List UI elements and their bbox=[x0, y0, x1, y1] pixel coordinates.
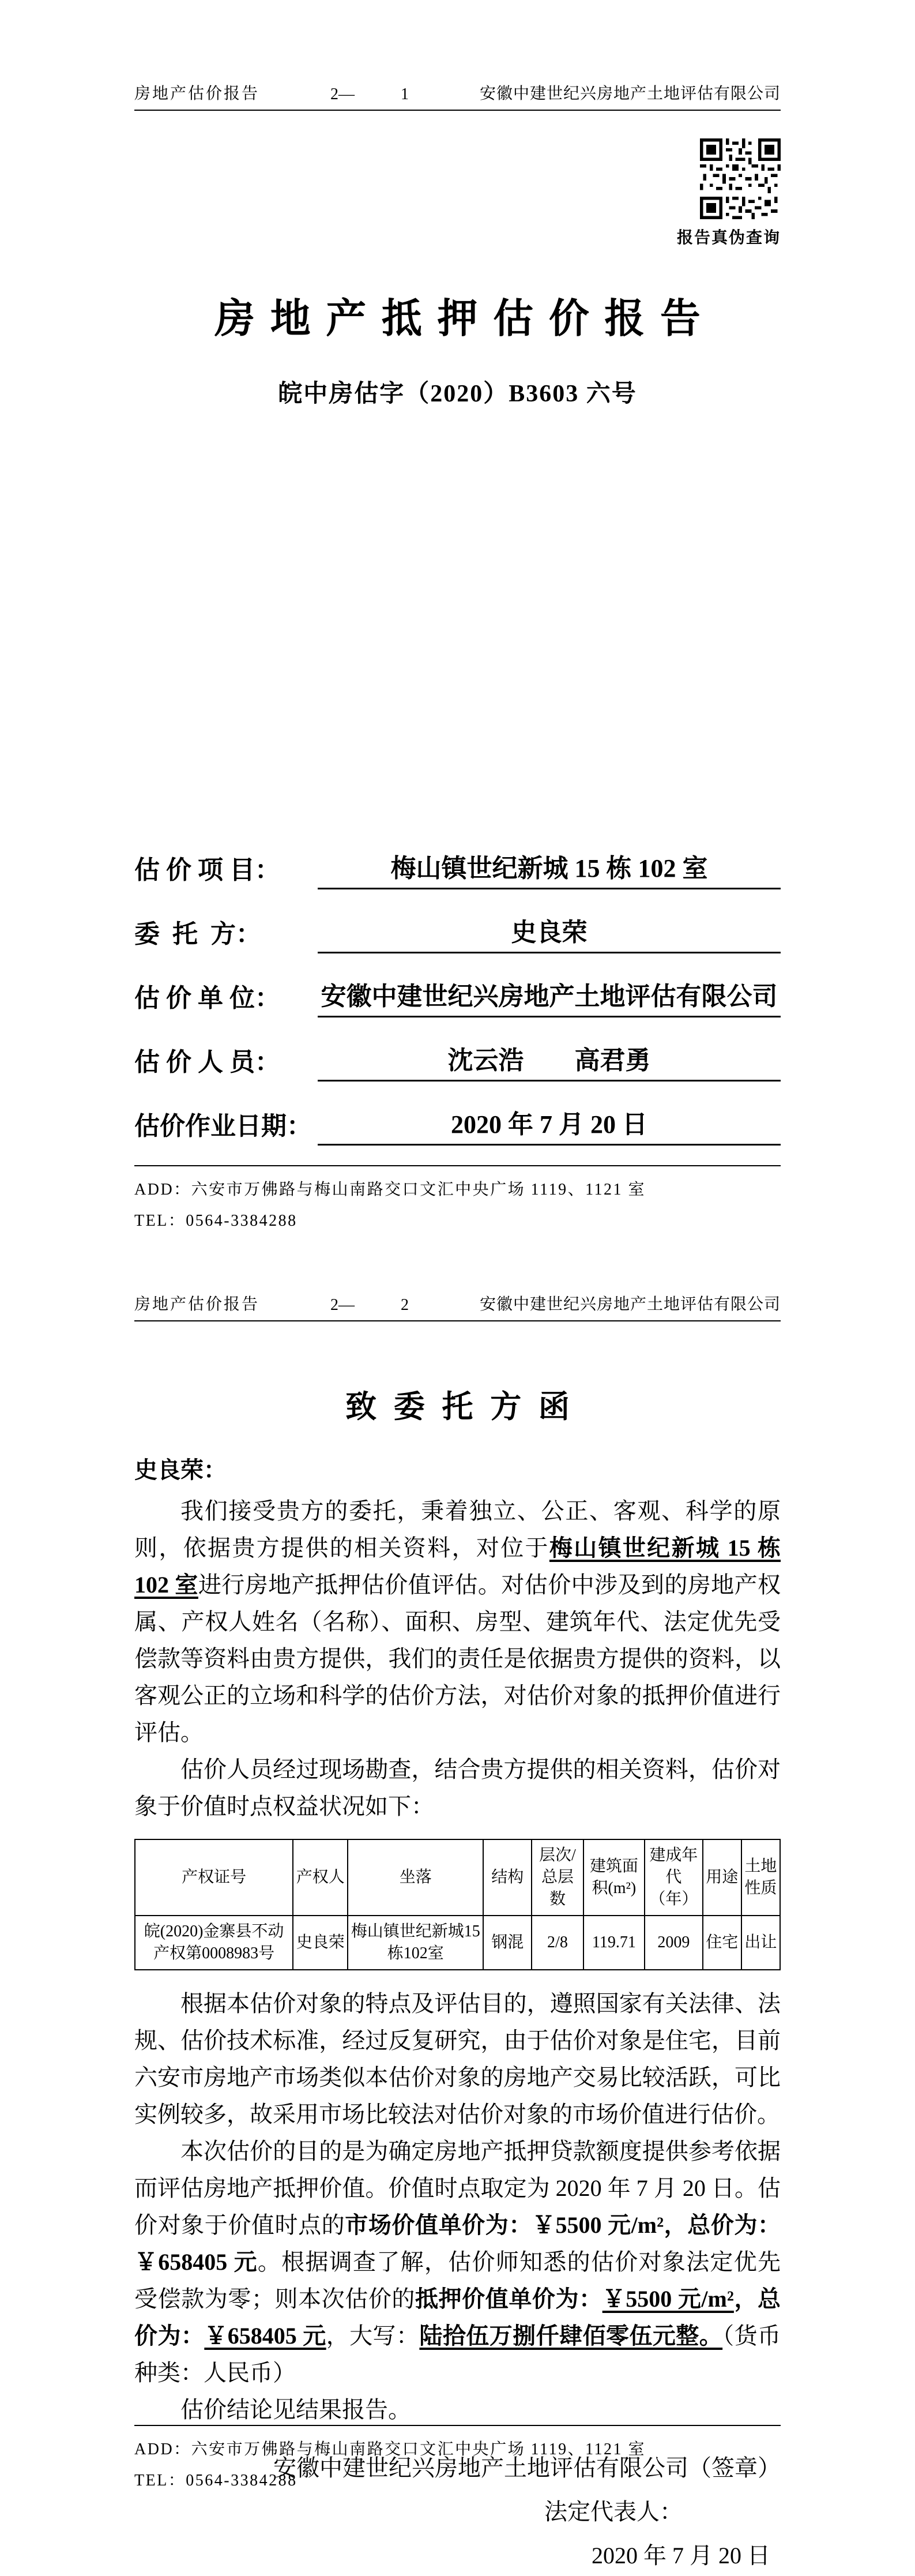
mortgage-unit-price: ￥5500 元/m² bbox=[602, 2286, 734, 2312]
field-staff-label: 估 价 人 员： bbox=[134, 1048, 280, 1076]
paragraph-method: 根据本估价对象的特点及评估目的，遵照国家有关法律、法规、估价技术标准，经过反复研究，由于估价对象是住宅，目前六安市房地产市场类似本估价对象的房地产交易比较活跃，可比实例较多，故采用市场比较法对估价对象的市场价值进行估价。 bbox=[134, 1991, 781, 2127]
table-header-owner: 产权人 bbox=[293, 1839, 348, 1916]
para4-purpose: 本次估价的目的是为确定房地产抵押贷款额度提供参考依据而评估房地产抵押价值。价值时点取定为 2020 年 7 月 20 日。估价对象于价值时点的 bbox=[134, 2138, 781, 2238]
paragraph-inspection: 估价人员经过现场勘查，结合贵方提供的相关资料，估价对象于价值时点权益状况如下： bbox=[134, 1756, 781, 1819]
table-header-floor: 层次/总层数 bbox=[532, 1839, 583, 1916]
mortgage-total-price: ￥658405 元 bbox=[204, 2323, 326, 2349]
signature-date: 2020 年 7 月 20 日 bbox=[592, 2543, 770, 2569]
letter-title: 致委托方函 bbox=[345, 1390, 587, 1424]
market-value-statement: 市场价值单价为：￥5500 元/m²，总价为：￥658405 元 bbox=[134, 2212, 781, 2275]
signature-company: 安徽中建世纪兴房地产土地评估有限公司（签章） bbox=[273, 2455, 781, 2481]
letter-to-client-page bbox=[0, 1260, 915, 2569]
field-project-value: 梅山镇世纪新城 15 栋 102 室 bbox=[318, 847, 781, 889]
para4-daxie-label: ，大写： bbox=[326, 2323, 420, 2349]
cell-year-built: 2009 bbox=[645, 1916, 703, 1970]
cell-land-nature: 出让 bbox=[741, 1916, 780, 1970]
table-header-use: 用途 bbox=[703, 1839, 741, 1916]
table-header-cert-no: 产权证号 bbox=[135, 1839, 293, 1916]
signature-legal-rep: 法定代表人： bbox=[544, 2499, 683, 2525]
field-staff-value: 沈云浩 高君勇 bbox=[318, 1039, 781, 1082]
header-page-number bbox=[330, 85, 409, 104]
salutation: 史良荣： bbox=[134, 1457, 227, 1483]
qr-caption: 报告真伪查询 bbox=[676, 229, 781, 247]
mortgage-unit-price-label: 抵押价值单价为： bbox=[415, 2286, 603, 2312]
field-client bbox=[134, 911, 781, 953]
report-cover-page bbox=[0, 0, 915, 1260]
paragraph-conclusion: 估价结论见结果报告。 bbox=[180, 2397, 411, 2423]
table-header-row bbox=[135, 1839, 780, 1916]
header-page-prefix: 2— bbox=[330, 85, 355, 103]
cover-fields bbox=[134, 847, 781, 1146]
footer-telephone: TEL：0564-3384288 bbox=[134, 2472, 298, 2489]
para1-pre: 我们接受贵方的委托，秉着独立、公正、客观、科学的原则，依据贵方提供的相关资料，对位于 bbox=[134, 1498, 781, 1561]
cell-floor: 2/8 bbox=[532, 1916, 583, 1970]
cell-owner: 史良荣 bbox=[293, 1916, 348, 1970]
para1-post: 进行房地产抵押估价值评估。对估价中涉及到的房地产权属、产权人姓名（名称）、面积、房型、建筑年代、法定优先受偿款等资料由贵方提供，我们的责任是依据贵方提供的资料，以客观公正的立场和科学的估价方法，对估价对象的抵押价值进行评估。 bbox=[134, 1572, 781, 1745]
footer-telephone: TEL：0564-3384288 bbox=[134, 1212, 298, 1230]
mortgage-total-label: ，总价为： bbox=[134, 2286, 781, 2349]
field-agency-value: 安徽中建世纪兴房地产土地评估有限公司 bbox=[318, 975, 781, 1017]
field-client-value: 史良荣 bbox=[318, 911, 781, 953]
report-document-number: 皖中房估字（2020）B3603 六号 bbox=[278, 381, 637, 407]
header-company: 安徽中建世纪兴房地产土地评估有限公司 bbox=[479, 85, 781, 103]
header-doc-type: 房地产估价报告 bbox=[134, 1295, 260, 1313]
table-header-structure: 结构 bbox=[483, 1839, 532, 1916]
field-project-label: 估 价 项 目： bbox=[134, 856, 280, 884]
currency-note: （货币种类：人民币） bbox=[134, 2323, 781, 2386]
field-date-value: 2020 年 7 月 20 日 bbox=[318, 1103, 781, 1146]
table-header-area: 建筑面积(m²) bbox=[583, 1839, 645, 1916]
page-footer bbox=[134, 1165, 781, 1237]
property-rights-table bbox=[134, 1839, 781, 1970]
page-footer bbox=[134, 2425, 781, 2496]
paragraph-engagement bbox=[134, 1493, 781, 1751]
table-header-year-built: 建成年代（年） bbox=[645, 1839, 703, 1916]
field-agency bbox=[134, 975, 781, 1017]
paragraph-valuation-result bbox=[134, 2133, 781, 2391]
cell-structure: 钢混 bbox=[483, 1916, 532, 1970]
cell-area: 119.71 bbox=[583, 1916, 645, 1970]
header-page-number bbox=[330, 1296, 409, 1315]
cell-location: 梅山镇世纪新城15栋102室 bbox=[348, 1916, 483, 1970]
field-date-label: 估价作业日期： bbox=[134, 1112, 312, 1140]
page-header bbox=[134, 81, 781, 111]
table-row bbox=[135, 1916, 780, 1970]
header-company: 安徽中建世纪兴房地产土地评估有限公司 bbox=[479, 1295, 781, 1313]
header-doc-type: 房地产估价报告 bbox=[134, 85, 260, 103]
header-page-num: 1 bbox=[401, 85, 409, 103]
qr-code-icon bbox=[700, 138, 781, 219]
footer-address: ADD：六安市万佛路与梅山南路交口文汇中央广场 1119、1121 室 bbox=[134, 1181, 646, 1199]
footer-address: ADD：六安市万佛路与梅山南路交口文汇中央广场 1119、1121 室 bbox=[134, 2440, 646, 2458]
table-header-location: 坐落 bbox=[348, 1839, 483, 1916]
field-date bbox=[134, 1103, 781, 1146]
report-title: 房地产抵押估价报告 bbox=[214, 297, 716, 341]
header-page-prefix: 2— bbox=[330, 1296, 355, 1314]
para4-mid: 。根据调查了解，估价师知悉的估价对象法定优先受偿款为零；则本次估价的 bbox=[134, 2249, 781, 2312]
amount-in-words: 陆拾伍万捌仟肆佰零伍元整。 bbox=[419, 2323, 723, 2349]
cell-cert-no: 皖(2020)金寨县不动产权第0008983号 bbox=[135, 1916, 293, 1970]
qr-verification-block bbox=[134, 138, 781, 248]
header-page-num: 2 bbox=[401, 1296, 409, 1314]
field-staff bbox=[134, 1039, 781, 1082]
table-header-land-nature: 土地性质 bbox=[741, 1839, 780, 1916]
field-client-label: 委 托 方： bbox=[134, 920, 261, 948]
field-agency-label: 估 价 单 位： bbox=[134, 984, 280, 1012]
field-project bbox=[134, 847, 781, 889]
subject-property-name: 梅山镇世纪新城 15 栋 102 室 bbox=[134, 1535, 781, 1598]
page-header bbox=[134, 1291, 781, 1321]
cell-use: 住宅 bbox=[703, 1916, 741, 1970]
